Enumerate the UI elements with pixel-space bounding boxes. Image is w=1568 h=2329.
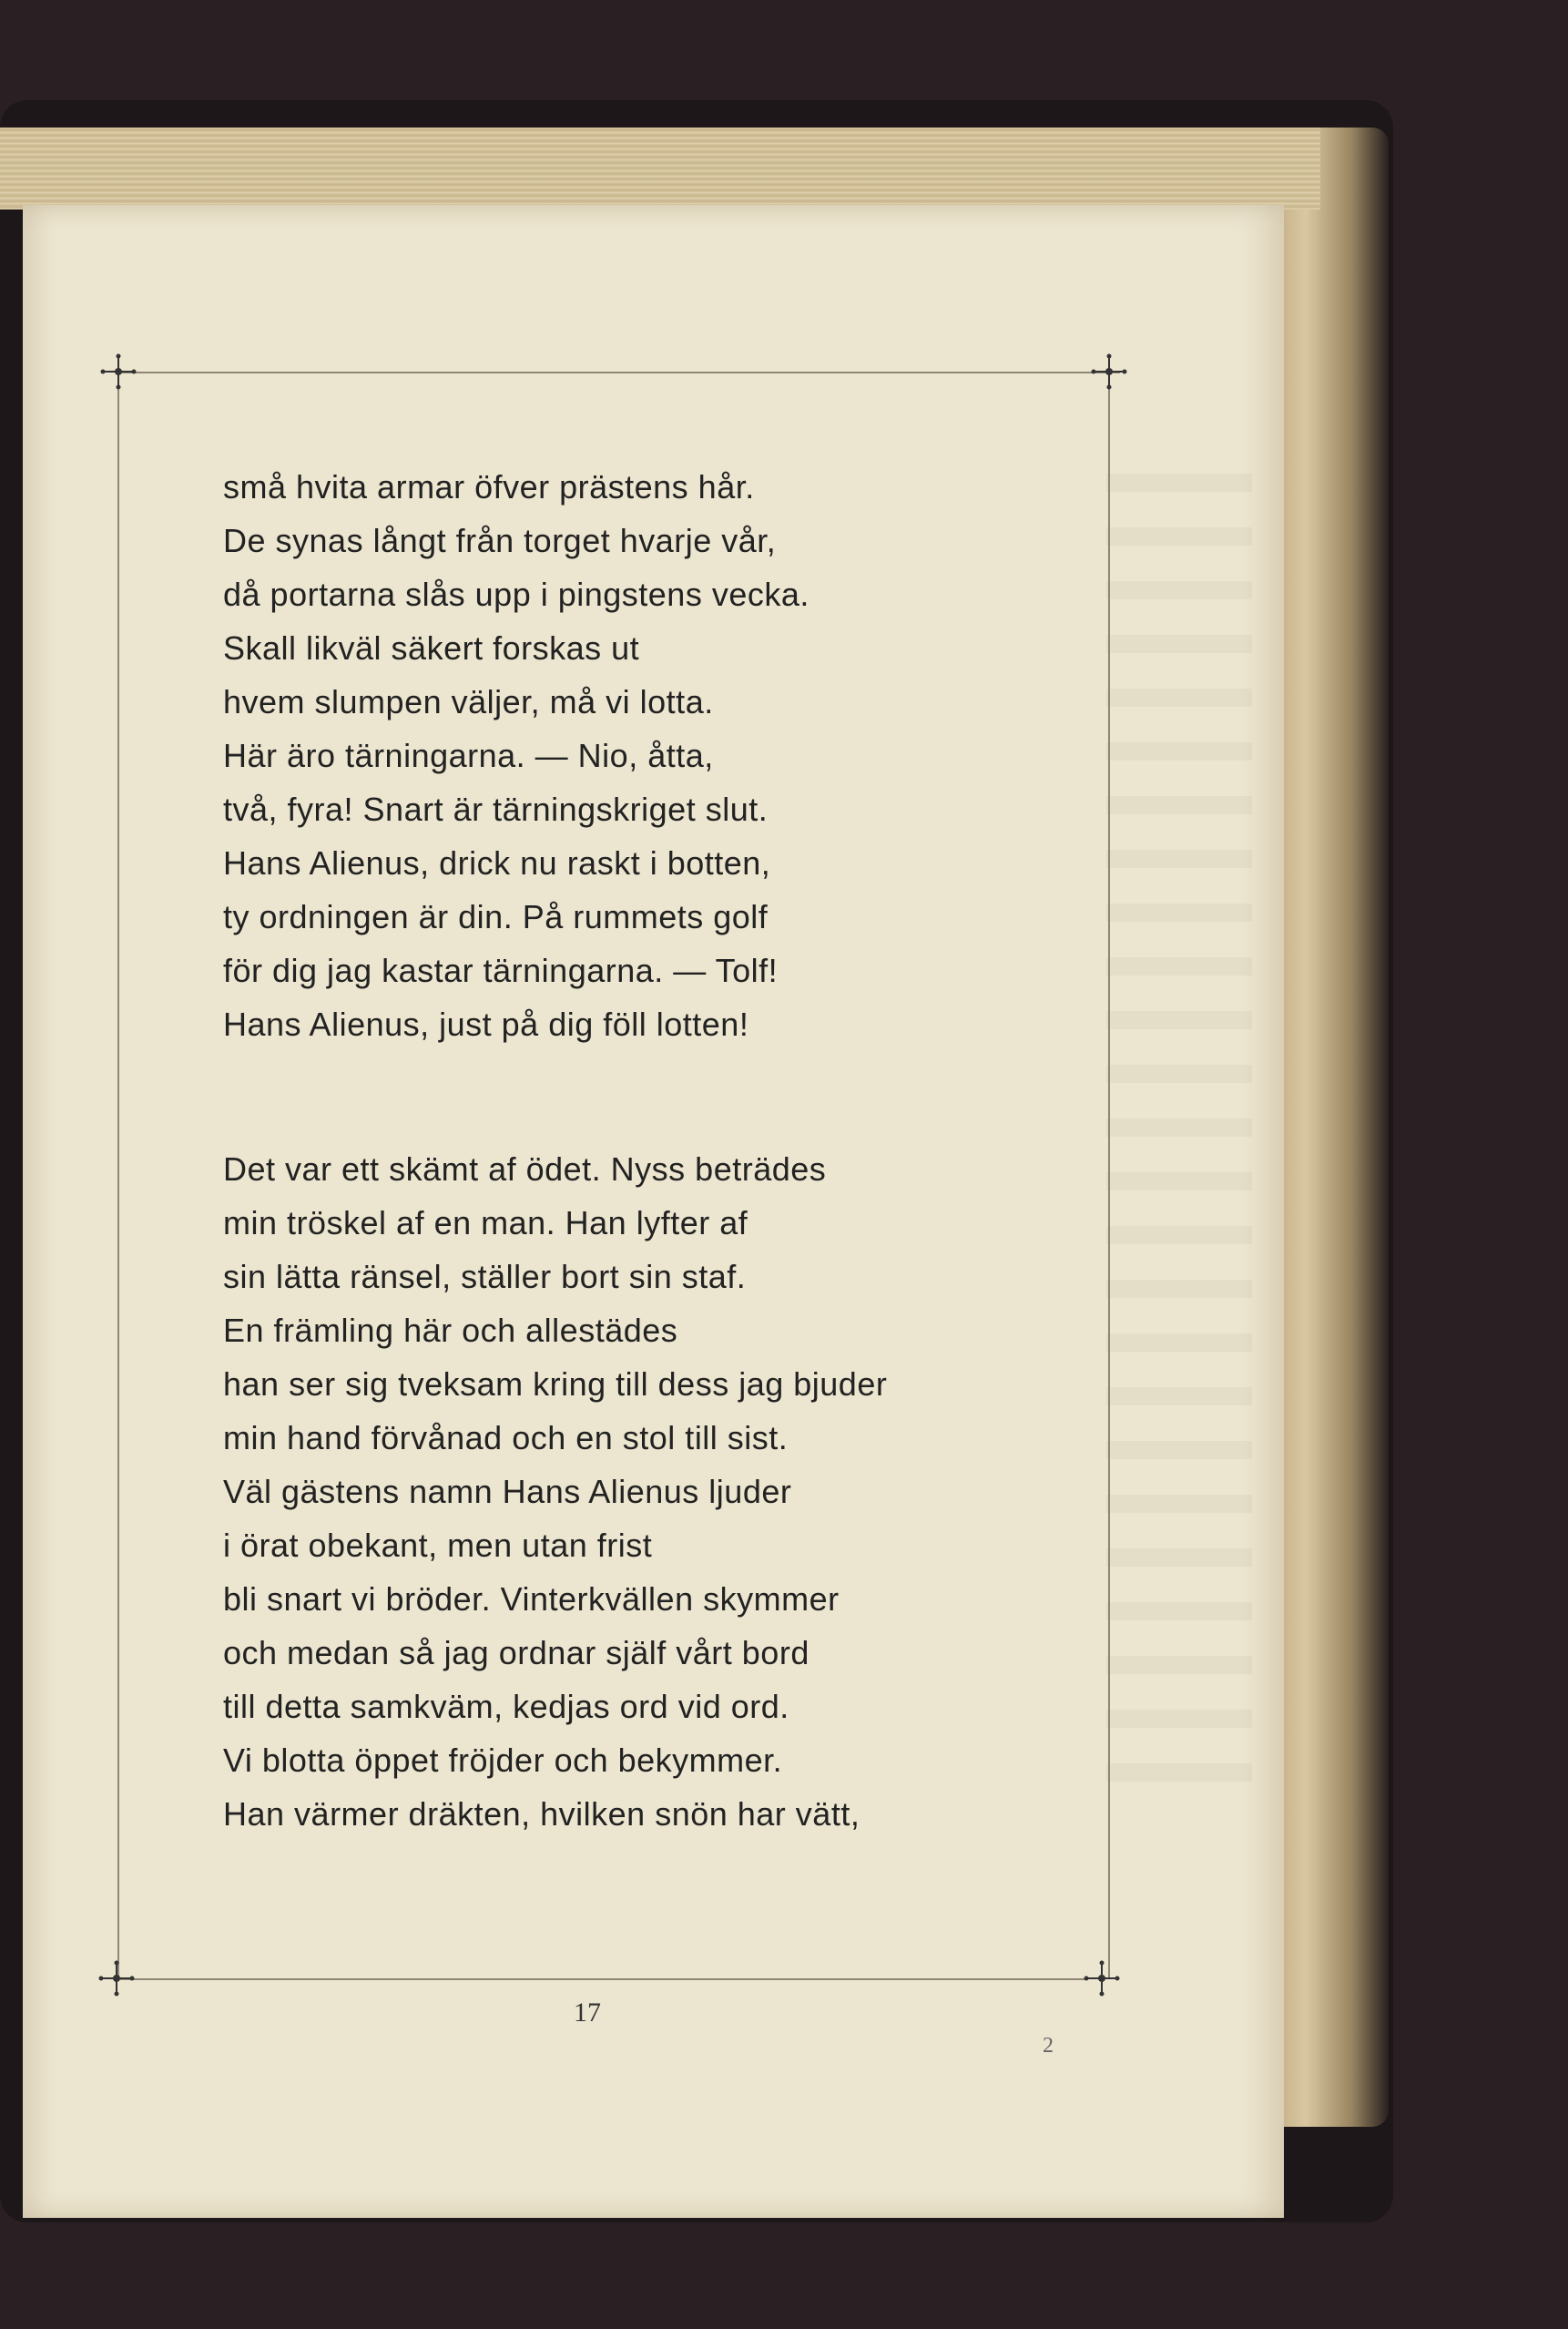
frame-border-bottom [118,1978,1088,1980]
verse-line: Skall likväl säkert forskas ut [223,629,640,667]
signature-mark: 2 [1043,2034,1054,2058]
verse-line: för dig jag kastar tärningarna. — Tolf! [223,952,779,989]
verse-line: En främling här och allestädes [223,1312,678,1349]
verse-line: Väl gästens namn Hans Alienus ljuder [223,1473,792,1510]
verse-line: bli snart vi bröder. Vinterkvällen skymmer [223,1580,840,1618]
corner-ornament-bottom-right [1074,1951,1129,2006]
verse-line: Han värmer dräkten, hvilken snön har vätt, [223,1795,860,1833]
frame-border-left [117,373,119,1977]
verse-line: i örat obekant, men utan frist [223,1527,653,1564]
verse-line: Det var ett skämt af ödet. Nyss beträdes [223,1150,827,1188]
verse-line: då portarna slås upp i pingstens vecka. [223,576,809,613]
verse-line: min hand förvånad och en stol till sist. [223,1419,789,1456]
verse-line: Hans Alienus, just på dig föll lotten! [223,1006,749,1043]
verse-line: hvem slumpen väljer, må vi lotta. [223,683,714,720]
verse-line: små hvita armar öfver prästens hår. [223,468,755,506]
frame-border-top [118,372,1120,373]
stanza-1 [223,460,1079,1051]
verse-line: min tröskel af en man. Han lyfter af [223,1204,748,1241]
verse-line: och medan så jag ordnar själf vårt bord [223,1634,809,1671]
poem-text [223,460,1079,1841]
verse-line: Hans Alienus, drick nu raskt i botten, [223,844,771,882]
page-number: 17 [574,1997,601,2028]
verse-line: sin lätta ränsel, ställer bort sin staf. [223,1258,747,1295]
verse-line: till detta samkväm, kedjas ord vid ord. [223,1688,789,1725]
verse-line: De synas långt från torget hvarje vår, [223,522,777,559]
verse-line: ty ordningen är din. På rummets golf [223,898,769,935]
verse-line: två, fyra! Snart är tärningskriget slut. [223,791,769,828]
verse-line: Här äro tärningarna. — Nio, åtta, [223,737,714,774]
show-through-text [1106,474,1252,1794]
frame-border-right [1108,375,1110,1978]
corner-ornament-top-right [1082,344,1136,399]
page-edges-top [0,128,1320,209]
corner-ornament-top-left [91,344,146,399]
verse-line: han ser sig tveksam kring till dess jag bjuder [223,1365,888,1403]
stanza-2 [223,1142,1079,1841]
stanza-break [223,1051,1079,1142]
corner-ornament-bottom-left [89,1951,144,2006]
verse-line: Vi blotta öppet fröjder och bekymmer. [223,1742,783,1779]
